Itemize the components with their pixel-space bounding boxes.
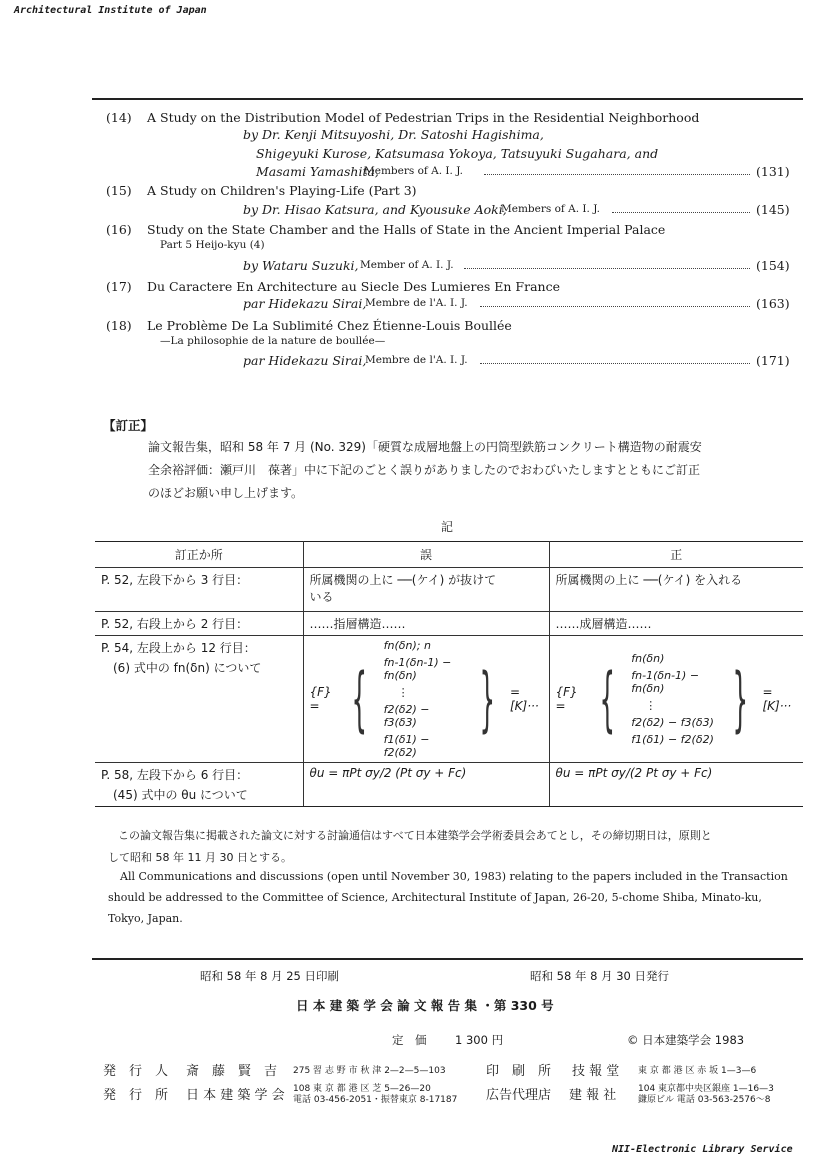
column-header: 誤	[303, 542, 549, 568]
brace-icon: {	[351, 658, 368, 740]
journal-title: 日 本 建 築 学 会 論 文 報 告 集 ・第 330 号	[296, 998, 554, 1013]
toc-leader	[612, 212, 750, 213]
table-header-row	[95, 542, 803, 568]
brace-icon: }	[732, 658, 749, 740]
matrix-entry: ⋮	[645, 699, 657, 712]
toc-member: Members of A. I. J.	[501, 203, 600, 215]
matrix-correct: {F} = { fn(δn) fn-1(δn-1) − fn(δn) ⋮ f2(δ2) − f3(δ3) f1(δ1) − f2(δ2) } = [K]···	[555, 652, 792, 746]
toc-authors: by Dr. Kenji Mitsuyoshi, Dr. Satoshi Hagishima,	[243, 127, 544, 142]
toc-page: (131)	[756, 164, 790, 179]
correct-cell: θu = πPt σy/(2 Pt σy + Fc)	[549, 763, 803, 807]
table-row	[95, 763, 803, 807]
top-rule	[92, 98, 803, 100]
price-label: 定 価	[392, 1033, 427, 1047]
office-phone: 電話 03-456-2051・振替東京 8-17187	[293, 1095, 458, 1105]
notice-en: All Communications and discussions (open until November 30, 1983) relating to the papers included in the Transaction	[120, 870, 788, 883]
location-cell: P. 52, 右段上から 2 行目：	[95, 612, 303, 636]
toc-page: (163)	[756, 296, 790, 311]
matrix-entry: fn-1(δn-1) − fn(δn)	[383, 656, 452, 682]
matrix-entry: fn-1(δn-1) − fn(δn)	[631, 669, 700, 695]
toc-page: (145)	[756, 202, 790, 217]
column-header: 訂正か所	[95, 542, 303, 568]
toc-page: (171)	[756, 353, 790, 368]
toc-authors: par Hidekazu Sirai,	[243, 353, 367, 368]
matrix-entry: fn(δn); n	[383, 639, 431, 652]
brace-icon: {	[599, 658, 615, 740]
toc-member: Membre de l'A. I. J.	[365, 297, 468, 309]
toc-member: Membre de l'A. I. J.	[365, 354, 468, 366]
toc-title: A Study on Children's Playing-Life (Part 3)	[147, 183, 417, 198]
notice-en: should be addressed to the Committee of Science, Architectural Institute of Japan, 26-20, 5-chome Shiba, Minato-ku,	[108, 891, 762, 904]
location-cell: P. 58, 左段下から 6 行目： (45) 式中の θu について	[95, 763, 303, 807]
agent-address: 104 東京都中央区銀座 1—16—3	[638, 1084, 774, 1094]
toc-subtitle: Part 5 Heijo-kyu (4)	[160, 239, 265, 251]
publisher-address: 275 習 志 野 市 秋 津 2—2—5—103	[293, 1066, 446, 1076]
library-footer: NII-Electronic Library Service	[612, 1144, 793, 1155]
toc-leader	[480, 306, 750, 307]
correct-cell	[549, 636, 803, 763]
toc-authors: Shigeyuki Kurose, Katsumasa Yokoya, Tatsuyuki Sugahara, and	[256, 146, 659, 161]
matrix-wrong: {F} = { fn(δn); n fn-1(δn-1) − fn(δn) ⋮ f2(δ2) − f3(δ3) f1(δ1) − f2(δ2) } = [K]···	[309, 639, 539, 759]
office-label: 発 行 所	[103, 1088, 169, 1103]
print-date: 昭和 58 年 8 月 25 日印刷	[200, 969, 340, 983]
errata-body-line: 全余裕評価：瀬戸川 葆著」中に下記のごとく誤りがありましたのでおわびいたしますとともにご訂正	[148, 463, 701, 477]
wrong-cell: θu = πPt σy/2 (Pt σy + Fc)	[303, 763, 549, 807]
colophon-rule	[92, 958, 803, 960]
errata-table	[95, 541, 803, 807]
toc-authors: by Dr. Hisao Katsura, and Kyousuke Aoki,	[243, 202, 507, 217]
office-name: 日 本 建 築 学 会	[186, 1088, 285, 1103]
errata-ki: 記	[441, 520, 454, 534]
matrix-entry: ⋮	[397, 686, 409, 699]
publisher-header: Architectural Institute of Japan	[14, 5, 207, 16]
toc-subtitle: —La philosophie de la nature de boullée—	[160, 335, 386, 347]
price: 1 300 円	[455, 1033, 504, 1047]
printer-label: 印 刷 所	[486, 1064, 552, 1079]
agent-phone: 鎌原ビル 電話 03-563-2576～8	[638, 1095, 771, 1105]
matrix-entry: f1(δ1) − f2(δ2)	[383, 733, 430, 759]
toc-authors: par Hidekazu Sirai,	[243, 296, 367, 311]
printer-name: 技 報 堂	[572, 1064, 620, 1079]
publisher-name: 斎 藤 賢 吉	[186, 1064, 278, 1079]
toc-member: Members of A. I. J.	[364, 165, 463, 177]
publisher-label: 発 行 人	[103, 1064, 169, 1079]
toc-authors: Masami Yamashita,	[256, 164, 379, 179]
errata-heading: 【訂正】	[103, 418, 154, 433]
errata-body-line: 論文報告集，昭和 58 年 7 月 (No. 329)「硬質な成層地盤上の円筒型鉄筋コンクリート構造物の耐震安	[148, 440, 702, 454]
toc-member: Member of A. I. J.	[360, 259, 454, 271]
notice-en: Tokyo, Japan.	[108, 912, 183, 925]
errata-body-line: のほどお願い申し上げます。	[148, 486, 304, 500]
table-row	[95, 636, 803, 763]
toc-leader	[464, 268, 750, 269]
copyright: © 日本建築学会 1983	[627, 1033, 745, 1047]
table-row	[95, 568, 803, 612]
wrong-cell: ……指層構造……	[303, 612, 549, 636]
printer-address: 東 京 都 港 区 赤 坂 1—3—6	[638, 1066, 757, 1076]
toc-page: (154)	[756, 258, 790, 273]
brace-icon: }	[479, 658, 496, 740]
matrix-entry: fn(δn)	[631, 652, 665, 665]
toc-title: Le Problème De La Sublimité Chez Étienne-Louis Boullée	[147, 318, 512, 333]
table-row	[95, 612, 803, 636]
matrix-entry: f2(δ2) − f3(δ3)	[383, 703, 430, 729]
column-header: 正	[549, 542, 803, 568]
agent-label: 広告代理店	[486, 1088, 552, 1103]
office-address: 108 東 京 都 港 区 芝 5—26—20	[293, 1084, 431, 1094]
notice-jp: この論文報告集に掲載された論文に対する討論通信はすべて日本建築学会学術委員会あてとし，その締切期日は，原則と	[118, 829, 712, 842]
correct-cell: ……成層構造……	[549, 612, 803, 636]
notice-jp: して昭和 58 年 11 月 30 日とする。	[108, 851, 292, 864]
toc-authors: by Wataru Suzuki,	[243, 258, 359, 273]
wrong-cell	[303, 636, 549, 763]
location-cell: P. 52, 左段下から 3 行目：	[95, 568, 303, 612]
matrix-entry: f1(δ1) − f2(δ2)	[631, 733, 714, 746]
toc-leader	[484, 174, 750, 175]
toc-title: Study on the State Chamber and the Halls of State in the Ancient Imperial Palace	[147, 222, 666, 237]
agent-name: 建 報 社	[569, 1088, 617, 1103]
location-cell: P. 54, 左段上から 12 行目： (6) 式中の fn(δn) について	[95, 636, 303, 763]
matrix-entry: f2(δ2) − f3(δ3)	[631, 716, 714, 729]
toc-title: Du Caractere En Architecture au Siecle Des Lumieres En France	[147, 279, 560, 294]
correct-cell: 所属機関の上に ──(ケイ) を入れる	[549, 568, 803, 612]
issue-date: 昭和 58 年 8 月 30 日発行	[530, 969, 670, 983]
wrong-cell: 所属機関の上に ──(ケイ) が抜けて いる	[303, 568, 549, 612]
toc-leader	[480, 363, 750, 364]
toc-title: A Study on the Distribution Model of Pedestrian Trips in the Residential Neighborhood	[147, 110, 700, 125]
